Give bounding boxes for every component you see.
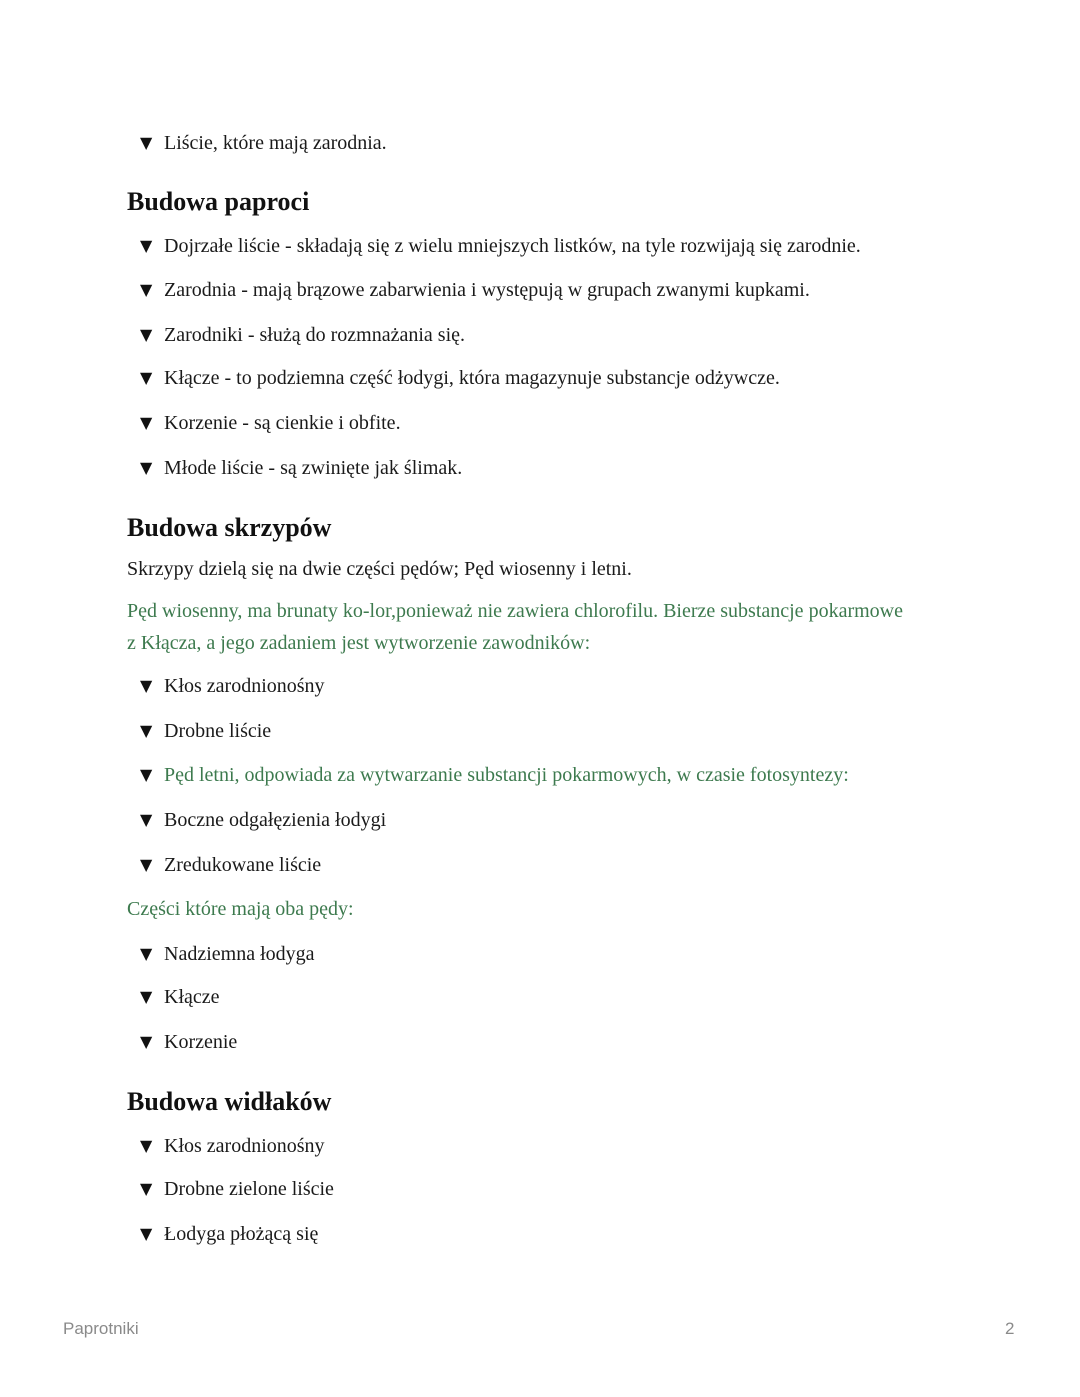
triangle-bullet-icon: ▼ xyxy=(140,721,153,740)
list-item-text: Zarodniki - służą do rozmnażania się. xyxy=(164,324,465,346)
list-item xyxy=(140,1222,318,1246)
triangle-bullet-icon: ▼ xyxy=(140,133,153,152)
section-heading-paproci: Budowa paproci xyxy=(127,187,310,216)
list-item xyxy=(140,1134,325,1158)
triangle-bullet-icon: ▼ xyxy=(140,368,153,387)
list-item-text: Kłos zarodnionośny xyxy=(164,1135,325,1157)
list-item xyxy=(140,719,271,743)
list-item-text: Kłącze xyxy=(164,986,220,1008)
list-item xyxy=(140,323,465,347)
section-heading-widlakow: Budowa widłaków xyxy=(127,1087,332,1116)
triangle-bullet-icon: ▼ xyxy=(140,765,153,784)
triangle-bullet-icon: ▼ xyxy=(140,1032,153,1051)
list-item xyxy=(140,456,462,480)
list-item-text: Kłos zarodnionośny xyxy=(164,675,325,697)
paragraph-spring-line2: z Kłącza, a jego zadaniem jest wytworzenie zawodników: xyxy=(127,632,591,654)
paragraph-intro: Skrzypy dzielą się na dwie części pędów; Pęd wiosenny i letni. xyxy=(127,558,632,580)
triangle-bullet-icon: ▼ xyxy=(140,676,153,695)
list-item xyxy=(140,131,387,155)
triangle-bullet-icon: ▼ xyxy=(140,280,153,299)
footer-document-title: Paprotniki xyxy=(63,1319,139,1338)
list-item-text: Drobne liście xyxy=(164,720,272,742)
list-item-text: Liście, które mają zarodnia. xyxy=(164,132,387,154)
list-item-text: Kłącze - to podziemna część łodygi, która magazynuje substancje odżywcze. xyxy=(164,367,780,389)
list-item-text: Boczne odgałęzienia łodygi xyxy=(164,809,387,831)
list-item-summer xyxy=(140,763,849,787)
list-item-text: Zredukowane liście xyxy=(164,854,322,876)
footer-page-number: 2 xyxy=(1005,1319,1015,1338)
list-item-text: Korzenie xyxy=(164,1031,238,1053)
list-item xyxy=(140,808,386,832)
triangle-bullet-icon: ▼ xyxy=(140,458,153,477)
list-item-text: Dojrzałe liście - składają się z wielu mniejszych listków, na tyle rozwijają się zarodnie. xyxy=(164,235,861,257)
list-item xyxy=(140,1177,334,1201)
list-item xyxy=(140,853,321,877)
triangle-bullet-icon: ▼ xyxy=(140,1136,153,1155)
triangle-bullet-icon: ▼ xyxy=(140,1224,153,1243)
list-item xyxy=(140,234,861,258)
section-heading-skrzypow: Budowa skrzypów xyxy=(127,513,332,542)
triangle-bullet-icon: ▼ xyxy=(140,810,153,829)
list-item-text: Drobne zielone liście xyxy=(164,1178,334,1200)
triangle-bullet-icon: ▼ xyxy=(140,325,153,344)
triangle-bullet-icon: ▼ xyxy=(140,987,153,1006)
list-item-text: Zarodnia - mają brązowe zabarwienia i występują w grupach zwanymi kupkami. xyxy=(164,279,810,301)
list-item xyxy=(140,411,401,435)
list-item-text: Młode liście - są zwinięte jak ślimak. xyxy=(164,457,463,479)
list-item-text: Łodyga płożącą się xyxy=(164,1223,319,1245)
triangle-bullet-icon: ▼ xyxy=(140,236,153,255)
list-item xyxy=(140,366,780,390)
list-item xyxy=(140,985,220,1009)
list-item-text: Korzenie - są cienkie i obfite. xyxy=(164,412,401,434)
triangle-bullet-icon: ▼ xyxy=(140,855,153,874)
paragraph-common-heading: Części które mają oba pędy: xyxy=(127,898,354,920)
paragraph-spring-line1: Pęd wiosenny, ma brunaty ko-lor,ponieważ nie zawiera chlorofilu. Bierze substancje pokarmowe xyxy=(127,600,903,622)
triangle-bullet-icon: ▼ xyxy=(140,944,153,963)
triangle-bullet-icon: ▼ xyxy=(140,1179,153,1198)
list-item-text: Nadziemna łodyga xyxy=(164,943,315,965)
triangle-bullet-icon: ▼ xyxy=(140,413,153,432)
list-item xyxy=(140,942,315,966)
list-item xyxy=(140,1030,237,1054)
list-item-text: Pęd letni, odpowiada za wytwarzanie substancji pokarmowych, w czasie fotosyntezy: xyxy=(164,764,849,786)
list-item xyxy=(140,278,810,302)
list-item xyxy=(140,674,325,698)
